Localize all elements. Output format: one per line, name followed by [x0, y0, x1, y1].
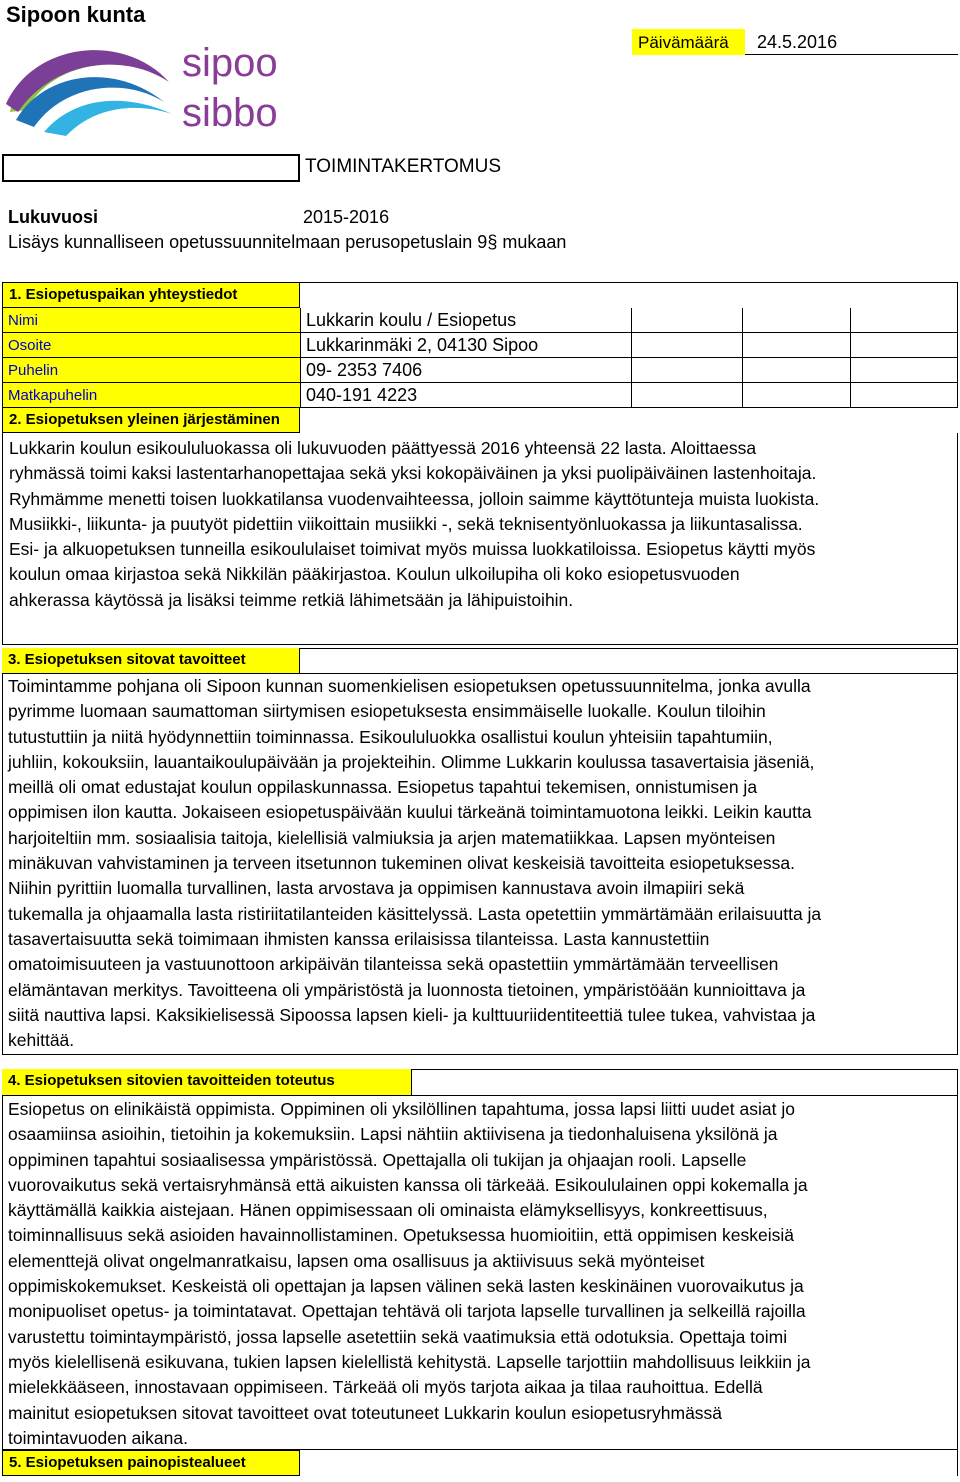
contact-row-address	[2, 333, 958, 358]
sipoo-logo	[4, 32, 304, 136]
contact-label: Osoite	[2, 333, 300, 358]
section5-heading: 5. Esiopetuksen painopistealueet	[2, 1450, 300, 1476]
section4-heading: 4. Esiopetuksen sitovien tavoitteiden toteutus	[2, 1069, 412, 1095]
year-value: 2015-2016	[303, 207, 390, 227]
section3-line: oppimisen ilon kautta. Jokaiseen esiopetuspäivään kuului tärkeänä toimintamuotona leikki. Leikin kautta	[8, 802, 812, 823]
title-empty-field[interactable]	[2, 154, 300, 182]
section3-line: siitä nauttiva lapsi. Kaksikielisessä Sipoossa lapsen kieli- ja kulttuuriidentiteettiä tulee tukea, vahvistaa ja	[8, 1004, 816, 1025]
date-value[interactable]: 24.5.2016	[745, 29, 958, 55]
contact-value[interactable]: 040-191 4223	[300, 383, 632, 408]
section2-heading-row	[2, 408, 958, 433]
organization-name: Sipoon kunta	[6, 2, 146, 27]
section3-line: tasavertaisuutta sekä toimimaan ihmisten kanssa erilaisissa tilanteissa. Lasta kannustettiin	[8, 928, 710, 949]
section4-line: varustettu toimintaympäristö, jossa lapselle asetettiin sekä vaatimuksia että odotuksia. Opettaja toimi	[8, 1326, 788, 1347]
year-label: Lukuvuosi	[8, 207, 99, 227]
section1-heading-row	[2, 282, 958, 308]
section4-line: mielekkääseen, innostavaan oppimiseen. Tärkeää oli myös tarjota aikaa ja tilaa rauhoittua. Edellä	[8, 1377, 763, 1398]
section3-line: omatoimisuuteen ja vastuunottoon arkipäivän tilanteissa sekä opastettiin ymmärtämään terveellisen	[8, 954, 779, 975]
section4-body	[2, 1095, 958, 1450]
section2-line: Lukkarin koulun esikoululuokassa oli lukuvuoden päättyessä 2016 yhteensä 22 lasta. Aloittaessa	[9, 438, 757, 458]
section3-line: elämäntavan merkitys. Tavoitteena oli ympäristöstä ja luonnosta tietoinen, ympäristöään kunnioittava ja	[8, 979, 806, 1000]
section4-line: oppiminen tapahtui sosiaalisessa ympäristössä. Opettajalla oli tukijan ja ohjaajan rooli. Lapselle	[8, 1149, 747, 1170]
section4-line: toiminnallisuus sekä asioiden havainnollistaminen. Opetuksessa huomioitiin, että oppimisen keskeisiä	[8, 1225, 794, 1246]
section2-body	[2, 433, 958, 645]
section4-line: käyttämällä kaikkia aistejaan. Hänen oppimisessaan oli ominaista elämyksellisyys, konkreettisuus,	[8, 1200, 768, 1221]
section2-heading: 2. Esiopetuksen yleinen järjestäminen	[2, 408, 300, 433]
document-title: TOIMINTAKERTOMUS	[305, 156, 502, 177]
contact-row-mobile	[2, 383, 958, 408]
section3-line: juhliin, kokouksiin, lauantaikoulupäivään ja projekteihin. Olimme Lukkarin koulussa tasavertaisia jäseniä,	[8, 751, 815, 772]
contact-table	[2, 308, 958, 408]
section2-line: Esi- ja alkuopetuksen tunneilla esikoululaiset toimivat myös muissa luokkatiloissa. Esiopetus käytti myös	[9, 539, 816, 560]
logo-text-sipoo: sipoo	[182, 41, 278, 85]
section3-line: Toimintamme pohjana oli Sipoon kunnan suomenkielisen esiopetuksen opetussuunnitelma, jonka avulla	[8, 676, 811, 696]
section3-body	[2, 673, 958, 1055]
contact-label: Matkapuhelin	[2, 383, 300, 408]
section3-line: tutustuttiin ja niitä hyödynnettiin toiminnassa. Esikoululuokka osallistui koulun yhteisiin tapahtumiin,	[8, 726, 773, 747]
curriculum-addition: Lisäys kunnalliseen opetussuunnitelmaan perusopetuslain 9§ mukaan	[8, 232, 567, 252]
section3-line: pyrimme luomaan saumattoman siirtymisen esiopetuksesta ensimmäiselle luokalle. Koulun tiloihin	[8, 701, 766, 722]
contact-row-name	[2, 308, 958, 333]
date-label: Päivämäärä	[632, 29, 745, 55]
section2-line: ryhmässä toimi kaksi lastentarhanopettajaa sekä yksi kokopäiväinen ja yksi puolipäiväinen lastenhoitaja.	[9, 463, 817, 484]
contact-label: Puhelin	[2, 358, 300, 383]
section5-heading-row	[2, 1450, 958, 1476]
section4-heading-row	[2, 1069, 958, 1095]
section4-line: vuorovaikutus sekä vertaisryhmänsä että aikuisten kanssa oli tärkeää. Esikoululainen oppi kokemalla ja	[8, 1174, 808, 1195]
section3-line: kehittää.	[8, 1030, 75, 1051]
contact-row-phone	[2, 358, 958, 383]
section3-heading: 3. Esiopetuksen sitovat tavoitteet	[2, 648, 300, 673]
section4-line: monipuoliset opetus- ja toimintatavat. Opettajan tehtävä oli tarjota lapselle turvallinen ja selkeillä rajoilla	[8, 1301, 806, 1322]
section3-line: Niihin pyrittiin luomalla turvallinen, lasta arvostava ja oppimisen kannustava avoin ilmapiiri sekä	[8, 878, 745, 899]
section1-heading: 1. Esiopetuspaikan yhteystiedot	[2, 282, 300, 308]
contact-label: Nimi	[2, 308, 300, 333]
section4-line: mainitut esiopetuksen sitovat tavoitteet ovat toteutuneet Lukkarin koulun esiopetusryhmässä	[8, 1402, 723, 1423]
section2-line: Musiikki-, liikunta- ja puutyöt pidettiin viikoittain musiikki -, sekä teknisentyönluokassa ja liikuntasalissa.	[9, 513, 803, 534]
section3-line: meillä oli omat edustajat koulun oppilaskunnassa. Esiopetus tapahtui tekemisen, onnistumisen ja	[8, 777, 758, 798]
section4-line: Esiopetus on elinikäistä oppimista. Oppiminen oli yksilöllinen tapahtuma, jossa lapsi liitti uudet asiat jo	[8, 1099, 795, 1119]
section4-line: osaamiinsa asioihin, tietoihin ja kokemuksiin. Lapsi nähtiin aktiivisena ja tiedonhaluisena yksilönä ja	[8, 1124, 778, 1145]
section3-heading-row	[2, 648, 958, 673]
logo-swirl-icon	[4, 32, 304, 136]
section4-line: toimintavuoden aikana.	[8, 1427, 188, 1448]
section4-line: oppimiskokemukset. Keskeistä oli opettajan ja lapsen välinen sekä lasten keskinäinen vuorovaikutus ja	[8, 1276, 804, 1297]
contact-value[interactable]: 09- 2353 7406	[300, 358, 632, 383]
section4-line: myös kielellisenä esikuvana, tukien lapsen kielellistä kehitystä. Lapselle tarjottiin mahdollisuus leikkiin ja	[8, 1351, 811, 1372]
section2-line: ahkerassa käytössä ja lisäksi teimme retkiä lähimetsään ja lähipuistoihin.	[9, 589, 574, 610]
section3-line: minäkuvan vahvistaminen ja terveen itsetunnon tukeminen olivat keskeisiä tavoitteita esiopetuksessa.	[8, 853, 795, 874]
section2-line: Ryhmämme menetti toisen luokkatilansa vuodenvaihteessa, jolloin saimme käyttötunteja muista luokista.	[9, 488, 820, 509]
section2-line: koulun omaa kirjastoa sekä Nikkilän pääkirjastoa. Koulun ulkoilupiha oli koko esiopetusvuoden	[9, 564, 740, 585]
contact-value[interactable]: Lukkarinmäki 2, 04130 Sipoo	[300, 333, 632, 358]
section3-line: harjoiteltiin mm. sosiaalisia taitoja, kielellisiä valmiuksia ja arjen matematiikkaa. Lapsen myönteisen	[8, 827, 776, 848]
logo-text-sibbo: sibbo	[182, 91, 278, 135]
contact-value[interactable]: Lukkarin koulu / Esiopetus	[300, 308, 632, 333]
section3-line: tukemalla ja ohjaamalla lasta ristiriitatilanteiden käsittelyssä. Lasta opetettiin ymmärtämään erilaisuutta ja	[8, 903, 822, 924]
section4-line: elementtejä olivat ongelmanratkaisu, lapsen oma osallisuus ja aktiivisuus sekä myönteiset	[8, 1250, 705, 1271]
